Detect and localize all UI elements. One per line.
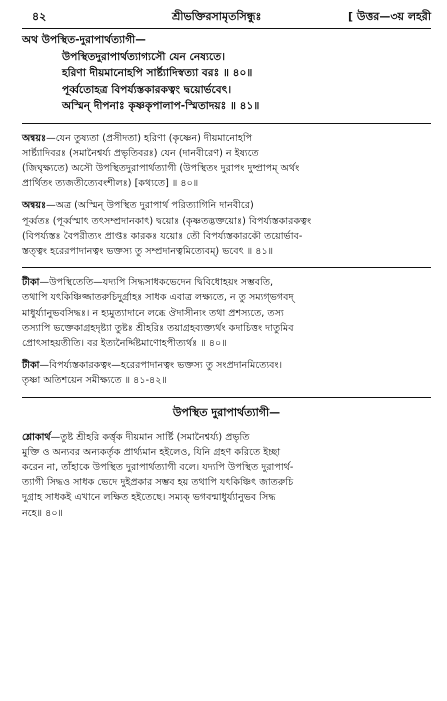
tika-paragraph-2 (22, 358, 431, 388)
shlokartha-label: শ্লোকার্থ (22, 431, 51, 443)
section-label: [ উত্তর—৩য় লহরী (348, 10, 431, 23)
shlokartha-line: ত্যাগী সিদ্ধও সাধক ভেদে দুইপ্রকার সম্ভব হয় তথাপি যৎকিঞ্চিৎ জাতরুচি (22, 477, 294, 489)
anvaya-line: পূর্ব্বতঃ (পূর্ব্বস্মাৎ তৎসম্প্রদানকাৎ) দ্বয়োঃ (কৃষ্ণতদ্ভক্তয়োঃ) বিপর্য্যস্তকারকত্বং (22, 215, 312, 227)
anvaya-line: প্রার্থিতং ত্যজতীত্যেবংশীলঃ) [কথ্যতে] ॥ ৪০॥ (22, 178, 199, 190)
bengali-heading: উপস্থিত দুরাপার্থত্যাগী— (172, 405, 281, 419)
anvaya-line: —যেন তুষ্যতা (প্রসীদতা) হরিণা (কৃষ্ণেন) দীয়মানোহপি (46, 132, 253, 144)
shlokartha-line: দুগ্রাহ সাধকই এখানে লক্ষিত হইতেছে। সম্যক্ ভগবন্মাধুর্য্যানুভব সিদ্ধ (22, 492, 276, 504)
tika-line: —বিপর্য্যস্তকারকত্বং—হরেরপাদানত্বং ভক্তস্য তু সংপ্রদানমিত্যেবং। (39, 360, 283, 372)
anvaya-line: (বিপর্য্যস্তঃ বৈপরীত্যং প্রাপ্তঃ কারকঃ যয়োঃ তৌ বিপর্য্যস্তকারকৌ তয়োর্ভাব- (22, 230, 303, 242)
sanskrit-verse (22, 32, 431, 115)
tika-label: টীকা (22, 277, 40, 289)
tika-label: টীকা (22, 360, 40, 372)
tika-line: তথাপি যৎকিঞ্চিজ্জাতরুচিদু্র্গ্রাহঃ সাধক এবাত্র লক্ষ্যতে, ন তু সম্যগ্ভগবদ্ (22, 292, 294, 304)
verse-line: অথ উপস্থিত-দুরাপার্থত্যাগী— (22, 34, 146, 46)
shlokartha-line: —তুষ্ট শ্রীহরি কর্ত্তৃক দীয়মান সার্ষ্টি (সমানৈশ্বর্য্য) প্রভৃতি (50, 431, 250, 443)
section-divider (22, 123, 431, 124)
verse-line: হরিণা দীয়মানোহপি সার্ষ্ট্যাদিস্বত্যা বরঃ ॥ ৪০॥ (62, 67, 253, 79)
page-number: ৪২ (32, 10, 47, 23)
anvaya-paragraph-2 (22, 198, 431, 259)
shlokartha-line: করেন না, তাঁহাকে উপস্থিত দুরাপার্থত্যাগী বলে। যদ্যপি উপস্থিত দুরাপার্থ- (22, 461, 294, 473)
tika-line: তস্যাপি ভক্তেকাগ্রহদৃষ্ট্যা তুষ্টঃ শ্রীহরিঃ তয়াগ্রহব্যক্ত্যর্থং কদাচিত্তং দাতুমিব (22, 322, 294, 334)
tika-line: তৃষ্ণা অতিশয়েন সমীক্ষ্যতে ॥ ৪১-৪২॥ (22, 375, 167, 387)
anvaya-label: অন্বয়ঃ (22, 200, 47, 212)
anvaya-line: সার্ষ্ট্যাদিবরঃ (সমানৈশ্বর্য্য প্রভৃতিবরঃ) যেন (দানবীরেণ) ন ইষ্যতে (22, 147, 259, 159)
verse-line: অস্মিন্ দীপনাঃ কৃষ্ণকৃপালাপ-স্মিতাদয়ঃ ॥ ৪১॥ (62, 100, 260, 112)
running-header (22, 8, 431, 24)
tika-line: প্রোৎসাহয়তীতি। বর ইত্যনৈর্দ্দিষ্টমাণোহপীত্যর্থঃ ॥ ৪০॥ (22, 337, 227, 349)
anvaya-paragraph-1 (22, 131, 431, 192)
tika-line: —উপস্থিতেতি—যদ্যপি সিদ্ধসাধকভেদেন দ্বিবিধোহয়ং সম্ভবতি, (39, 277, 274, 289)
section-divider (22, 267, 431, 268)
header-rule (22, 28, 431, 29)
anvaya-line: —অত্র (অস্মিন্ উপস্থিত দুরাপার্থ পরিত্যাগিনি দানবীরে) (46, 200, 254, 212)
anvaya-line: (জিঘৃক্ষ্যতে) অসৌ উপস্থিতদুরাপার্থত্যাগী (উপস্থিতং দুরাপং দুষ্প্রাপম্ অর্থং (22, 162, 300, 174)
book-title: শ্রীভক্তিরসামৃতসিন্ধুঃ (172, 10, 262, 23)
shlokartha-line: মুক্তি ও অন্যবর অন্যকর্তৃক প্রার্থ্যমান হইলেও, যিনি গ্রহণ করিতে ইচ্ছা (22, 446, 281, 458)
shlokartha-paragraph (22, 430, 431, 521)
anvaya-label: অন্বয়ঃ (22, 132, 47, 144)
anvaya-line: স্তত্ত্বং হরেরপাদানত্বং ভক্তস্য তু সম্প্রদানত্বমিত্যেবম্) ভবেৎ ॥ ৪১॥ (22, 245, 274, 257)
shlokartha-line: নহে॥ ৪০॥ (22, 507, 63, 519)
verse-line: উপস্থিতদুরাপার্থত্যাগ্যসৌ যেন নেষ্যতে। (62, 50, 226, 63)
section-divider (22, 397, 431, 398)
tika-paragraph-1 (22, 275, 431, 351)
verse-line: পূর্ব্বতোহত্র বিপর্য্যস্তকারকত্বং দ্বয়োর্ভবেৎ। (62, 83, 232, 96)
tika-line: মাধুর্য্যানুভবসিদ্ধঃ। ন হ্যমুত্যাদানে লব্ধে ঔদাসীন্যং তথা প্রশস্যতে, তস্য (22, 307, 284, 319)
